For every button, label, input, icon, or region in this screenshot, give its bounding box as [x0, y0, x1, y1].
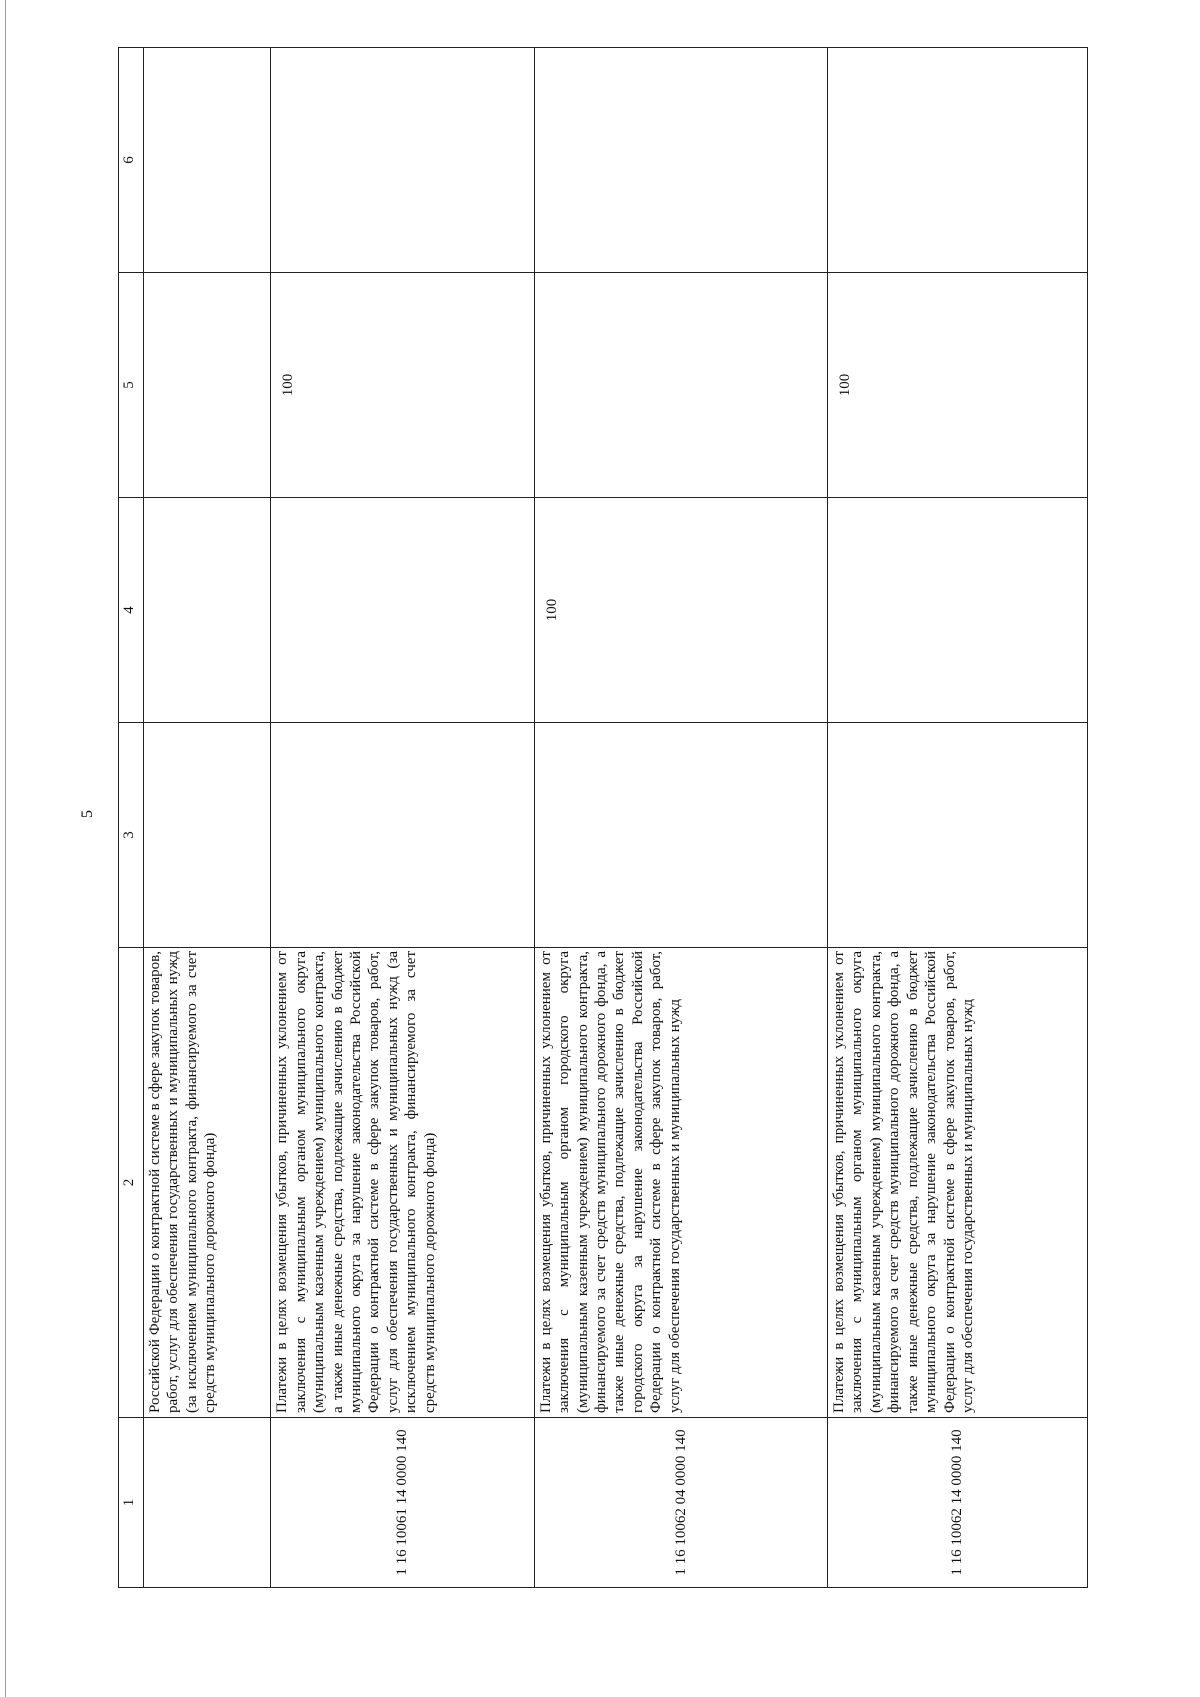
row-col3	[827, 723, 1087, 948]
row-col4: 100	[534, 498, 827, 723]
row-code	[144, 1418, 271, 1588]
page-number: 5	[79, 810, 96, 818]
table-row	[827, 48, 1087, 1588]
row-code: 1 16 10062 04 0000 140	[534, 1418, 827, 1588]
header-col-5: 5	[119, 273, 144, 498]
row-col6	[271, 48, 534, 273]
header-col-2: 2	[119, 948, 144, 1418]
header-col-4: 4	[119, 498, 144, 723]
table-row	[144, 48, 271, 1588]
header-col-3: 3	[119, 723, 144, 948]
row-col5	[144, 273, 271, 498]
table-row	[534, 48, 827, 1588]
row-col3	[144, 723, 271, 948]
row-col5: 100	[271, 273, 534, 498]
table-row	[271, 48, 534, 1588]
row-col5: 100	[827, 273, 1087, 498]
row-code: 1 16 10061 14 0000 140	[271, 1418, 534, 1588]
row-col4	[271, 498, 534, 723]
row-code: 1 16 10062 14 0000 140	[827, 1418, 1087, 1588]
row-col3	[534, 723, 827, 948]
table-header-row	[119, 48, 144, 1588]
page-edge-line	[5, 0, 6, 1697]
rotated-table-frame	[118, 48, 1088, 1588]
row-description: Платежи в целях возмещения убытков, причиненных уклонением от заключения с муниципальным органом городского округа (муниципальным казенным учреждением) муниципального контракта, финансируемого за счет средств муниципального дорожного фонда, а также иные денежные средства, подлежащие зачислению в бюджет городского округа за нарушение законодательства Российской Федерации о контрактной системе в сфере закупок товаров, работ, услуг для обеспечения государственных и муниципальных нужд	[534, 948, 827, 1418]
row-col4	[144, 498, 271, 723]
revenue-table	[118, 47, 1088, 1588]
row-col3	[271, 723, 534, 948]
row-description: Российской Федерации о контрактной системе в сфере закупок товаров, работ, услуг для обеспечения государственных и муниципальных нужд (за исключением муниципального контракта, финансируемого за счет средств муниципального дорожного фонда)	[144, 948, 271, 1418]
row-col4	[827, 498, 1087, 723]
row-col5	[534, 273, 827, 498]
row-col6	[827, 48, 1087, 273]
row-col6	[534, 48, 827, 273]
row-col6	[144, 48, 271, 273]
row-description: Платежи в целях возмещения убытков, причиненных уклонением от заключения с муниципальным органом муниципального округа (муниципальным казенным учреждением) муниципального контракта, финансируемого за счет средств муниципального дорожного фонда, а также иные денежные средства, подлежащие зачислению в бюджет муниципального округа за нарушение законодательства Российской Федерации о контрактной системе в сфере закупок товаров, работ, услуг для обеспечения государственных и муниципальных нужд	[827, 948, 1087, 1418]
row-description: Платежи в целях возмещения убытков, причиненных уклонением от заключения с муниципальным органом муниципального округа (муниципальным казенным учреждением) муниципального контракта, а также иные денежные средства, подлежащие зачислению в бюджет муниципального округа за нарушение законодательства Российской Федерации о контрактной системе в сфере закупок товаров, работ, услуг для обеспечения государственных и муниципальных нужд (за исключением муниципального контракта, финансируемого за счет средств муниципального дорожного фонда)	[271, 948, 534, 1418]
header-col-1: 1	[119, 1418, 144, 1588]
header-col-6: 6	[119, 48, 144, 273]
table-container	[118, 48, 1088, 1588]
